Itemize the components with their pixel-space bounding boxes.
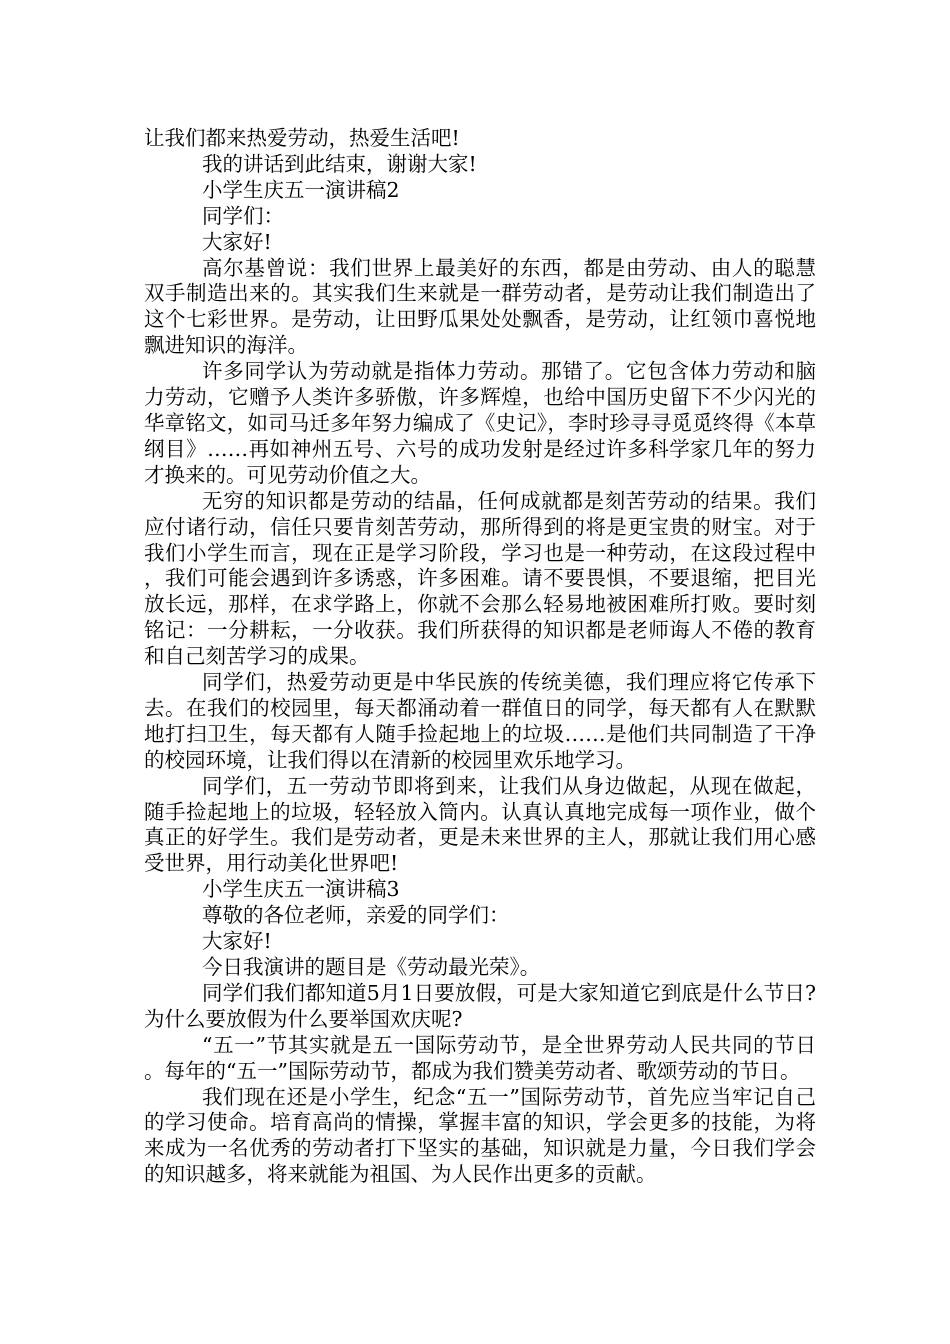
speech-3-salutation: 尊敬的各位老师，亲爱的同学们： — [202, 903, 510, 928]
speech-2-paragraph-virtue: 同学们，热爱劳动更是中华民族的传统美德，我们理应将它传承下去。在我们的校园里，每天都涌动着一群值日的同学，每天都有人在默默地打扫卫生，每天都有人随手捡起地上的垃圾……是他们共同制造了干净的校园环境，让我们得以在清新的校园里欢乐地学习。 — [144, 670, 816, 772]
speech-2-greeting: 大家好! — [202, 229, 272, 254]
speech-2-title: 小学生庆五一演讲稿2 — [202, 177, 400, 202]
speech-3-greeting: 大家好! — [202, 929, 272, 954]
speech-3-paragraph-labor-day: “五一”节其实就是五一国际劳动节，是全世界劳动人民共同的节日。每年的“五一”国际劳动节，都成为我们赞美劳动者、歌颂劳动的节日。 — [144, 1032, 816, 1083]
speech-3-paragraph-students: 我们现在还是小学生，纪念“五一”国际劳动节，首先应当牢记自己的学习使命。培育高尚的情操，掌握丰富的知识，学会更多的技能，为将来成为一名优秀的劳动者打下坚实的基础，知识就是力量，今日我们学会的知识越多，将来就能为祖国、为人民作出更多的贡献。 — [144, 1084, 816, 1187]
speech-2-paragraph-may-day: 同学们，五一劳动节即将到来，让我们从身边做起，从现在做起，随手捡起地上的垃圾，轻轻放入筒内。认真认真地完成每一项作业，做个真正的好学生。我们是劳动者，更是未来世界的主人，那就让我们用心感受世界，用行动美化世界吧! — [144, 773, 816, 876]
speech-3-title: 小学生庆五一演讲稿3 — [202, 877, 400, 902]
speech-2-paragraph-knowledge: 无穷的知识都是劳动的结晶，任何成就都是刻苦劳动的结果。我们应付诸行动，信任只要肯刻苦劳动，那所得到的将是更宝贵的财宝。对于我们小学生而言，现在正是学习阶段，学习也是一种劳动，在这段过程中，我们可能会遇到许多诱惑，许多困难。请不要畏惧，不要退缩，把目光放长远，那样，在求学路上，你就不会那么轻易地被困难所打败。要时刻铭记：一分耕耘，一分收获。我们所获得的知识都是老师诲人不倦的教育和自己刻苦学习的成果。 — [144, 488, 816, 669]
document-page — [144, 126, 816, 1188]
paragraph-thanks: 我的讲话到此结束，谢谢大家! — [202, 151, 477, 176]
speech-3-topic: 今日我演讲的题目是《劳动最光荣》。 — [202, 955, 541, 979]
speech-2-paragraph-labor-types: 许多同学认为劳动就是指体力劳动。那错了。它包含体力劳动和脑力劳动，它赠予人类许多骄傲，许多辉煌，也给中国历史留下不少闪光的华章铭文，如司马迁多年努力编成了《史记》，李时珍寻寻觅觅终得《本草纲目》……再如神州五号、六号的成功发射是经过许多科学家几年的努力才换来的。可见劳动价值之大。 — [144, 359, 816, 487]
speech-2-salutation: 同学们： — [202, 203, 284, 228]
speech-3-paragraph-holiday-question: 同学们我们都知道5月1日要放假，可是大家知道它到底是什么节日?为什么要放假为什么要举国欢庆呢? — [144, 980, 816, 1031]
speech-2-paragraph-gorky: 高尔基曾说：我们世界上最美好的东西，都是由劳动、由人的聪慧双手制造出来的。其实我们生来就是一群劳动者，是劳动让我们制造出了这个七彩世界。是劳动，让田野瓜果处处飘香，是劳动，让红领巾喜悦地飘进知识的海洋。 — [144, 255, 816, 358]
paragraph-closing-line: 让我们都来热爱劳动，热爱生活吧! — [144, 126, 460, 150]
